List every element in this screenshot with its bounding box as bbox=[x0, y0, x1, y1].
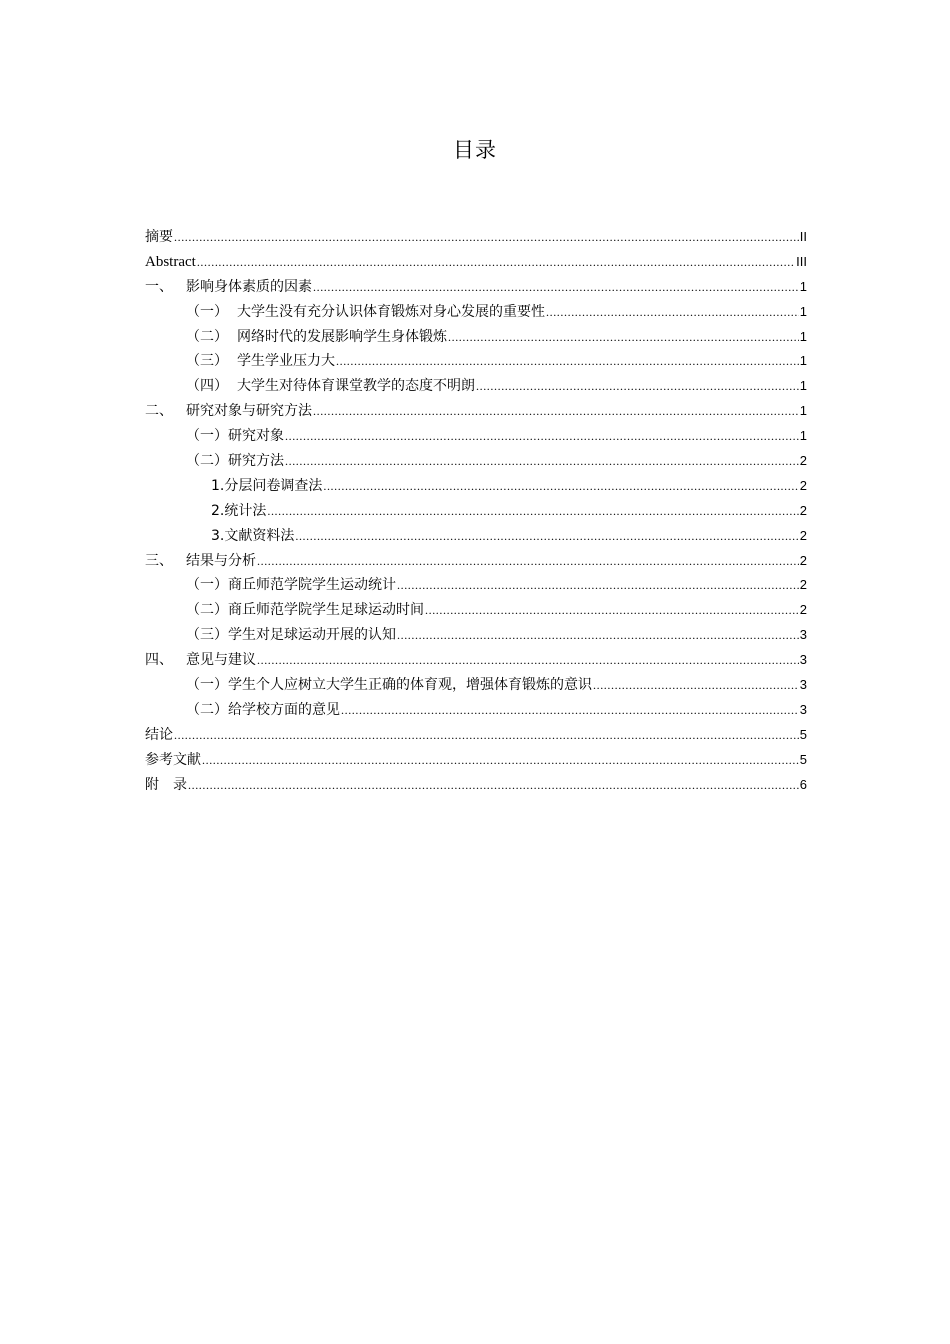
toc-entry-prefix: （二） bbox=[186, 701, 228, 718]
toc-entry[interactable] bbox=[145, 449, 807, 474]
toc-entry-label: 网络时代的发展影响学生身体锻炼 bbox=[237, 328, 447, 345]
toc-dot-leader bbox=[397, 573, 799, 598]
toc-page-number: 2 bbox=[799, 577, 807, 593]
toc-entry-prefix: 四、 bbox=[145, 652, 173, 669]
toc-page-number: 5 bbox=[799, 751, 807, 767]
toc-entry-prefix: （四） bbox=[186, 378, 228, 395]
toc-entry-label: 研究方法 bbox=[228, 453, 284, 470]
toc-entry[interactable] bbox=[145, 225, 807, 250]
toc-dot-leader bbox=[295, 524, 798, 549]
toc-dot-leader bbox=[188, 773, 799, 798]
toc-page-number: 3 bbox=[799, 701, 807, 717]
toc-entry[interactable] bbox=[145, 424, 807, 449]
toc-entry-label: 结论 bbox=[145, 726, 173, 743]
toc-page-number: 2 bbox=[799, 502, 807, 518]
toc-dot-leader bbox=[197, 250, 795, 275]
toc-dot-leader bbox=[448, 325, 799, 350]
toc-entry-prefix: （二） bbox=[186, 453, 228, 470]
toc-entry-prefix: 三、 bbox=[145, 552, 173, 569]
toc-page-number: 1 bbox=[799, 428, 807, 444]
toc-entry[interactable] bbox=[145, 524, 807, 549]
toc-page-number: 5 bbox=[799, 726, 807, 742]
toc-entry-label: 摘要 bbox=[145, 229, 173, 245]
toc-dot-leader bbox=[341, 698, 799, 723]
toc-entry-label: 商丘师范学院学生运动统计 bbox=[228, 577, 396, 594]
toc-dot-leader bbox=[267, 499, 798, 524]
toc-entry[interactable] bbox=[145, 399, 807, 424]
toc-page-number: 2 bbox=[799, 477, 807, 493]
toc-entry-label: 大学生没有充分认识体育锻炼对身心发展的重要性 bbox=[237, 303, 545, 320]
toc-entry[interactable] bbox=[145, 474, 807, 499]
toc-entry[interactable] bbox=[145, 648, 807, 673]
toc-dot-leader bbox=[336, 349, 799, 374]
toc-entry-prefix: 二、 bbox=[145, 403, 173, 420]
toc-page-number: 2 bbox=[799, 602, 807, 618]
table-of-contents bbox=[145, 225, 807, 797]
toc-page-number: II bbox=[799, 229, 807, 244]
toc-page-number: 1 bbox=[799, 403, 807, 419]
toc-entry[interactable] bbox=[145, 673, 807, 698]
toc-entry-label: 学生个人应树立大学生正确的体育观，增强体育锻炼的意识 bbox=[228, 677, 592, 694]
toc-dot-leader bbox=[425, 598, 799, 623]
toc-entry[interactable] bbox=[145, 598, 807, 623]
toc-dot-leader bbox=[593, 673, 799, 698]
toc-entry-prefix: （一） bbox=[186, 677, 228, 694]
toc-entry[interactable] bbox=[145, 300, 807, 325]
toc-entry-label: 学生对足球运动开展的认知 bbox=[228, 627, 396, 644]
toc-entry-label: 文献资料法 bbox=[224, 527, 295, 544]
toc-entry[interactable] bbox=[145, 573, 807, 598]
toc-entry-prefix: 一、 bbox=[145, 278, 173, 295]
toc-entry[interactable] bbox=[145, 499, 807, 524]
toc-page-number: 2 bbox=[799, 527, 807, 543]
toc-dot-leader bbox=[313, 399, 799, 424]
toc-entry-prefix: （三） bbox=[186, 627, 228, 644]
toc-dot-leader bbox=[476, 374, 799, 399]
toc-entry-label: 统计法 bbox=[224, 502, 267, 519]
toc-entry-label: 参考文献 bbox=[145, 751, 201, 768]
toc-page-number: 1 bbox=[799, 328, 807, 344]
toc-page-number: 1 bbox=[799, 303, 807, 319]
toc-entry-label: 意见与建议 bbox=[186, 652, 256, 669]
toc-dot-leader bbox=[285, 449, 799, 474]
toc-page-number: 3 bbox=[799, 652, 807, 668]
toc-entry-label: 学生学业压力大 bbox=[237, 353, 335, 370]
toc-title: 目录 bbox=[453, 138, 497, 162]
toc-dot-leader bbox=[202, 748, 799, 773]
toc-entry-prefix: （一） bbox=[186, 303, 228, 320]
toc-entry-label: 研究对象 bbox=[228, 428, 284, 445]
toc-dot-leader bbox=[174, 225, 799, 250]
toc-entry-prefix: （三） bbox=[186, 353, 228, 370]
toc-entry-prefix: 3. bbox=[211, 527, 225, 544]
toc-dot-leader bbox=[285, 424, 799, 449]
toc-page-number: 3 bbox=[799, 677, 807, 693]
toc-entry-label: Abstract bbox=[145, 253, 196, 270]
toc-page-number: 2 bbox=[799, 552, 807, 568]
toc-entry[interactable] bbox=[145, 374, 807, 399]
toc-page-number: 3 bbox=[799, 627, 807, 643]
toc-page-number: 1 bbox=[799, 378, 807, 394]
toc-entry-prefix: （一） bbox=[186, 428, 228, 445]
toc-entry[interactable] bbox=[145, 250, 807, 275]
toc-dot-leader bbox=[397, 623, 799, 648]
toc-entry-prefix: （二） bbox=[186, 328, 228, 345]
toc-entry-label: 结果与分析 bbox=[186, 552, 256, 569]
toc-dot-leader bbox=[174, 723, 799, 748]
toc-entry[interactable] bbox=[145, 549, 807, 574]
toc-entry-prefix: （一） bbox=[186, 577, 228, 594]
toc-entry[interactable] bbox=[145, 275, 807, 300]
toc-page-number: 1 bbox=[799, 278, 807, 294]
toc-page-number: III bbox=[796, 253, 807, 269]
toc-entry-label: 商丘师范学院学生足球运动时间 bbox=[228, 602, 424, 619]
toc-entry-label: 给学校方面的意见 bbox=[228, 701, 340, 718]
toc-entry-prefix: 1. bbox=[211, 477, 225, 494]
toc-entry-prefix: 2. bbox=[211, 502, 225, 519]
toc-dot-leader bbox=[257, 549, 799, 574]
toc-entry[interactable] bbox=[145, 349, 807, 374]
toc-entry[interactable] bbox=[145, 748, 807, 773]
toc-entry-label: 大学生对待体育课堂教学的态度不明朗 bbox=[237, 378, 475, 395]
toc-entry[interactable] bbox=[145, 325, 807, 350]
toc-page-number: 2 bbox=[799, 453, 807, 469]
toc-page-number: 6 bbox=[799, 776, 807, 792]
toc-entry-label: 分层问卷调查法 bbox=[224, 477, 323, 494]
toc-entry-prefix: （二） bbox=[186, 602, 228, 619]
toc-entry[interactable] bbox=[145, 623, 807, 648]
toc-entry-label: 附 录 bbox=[145, 776, 187, 793]
toc-page-number: 1 bbox=[799, 353, 807, 369]
toc-dot-leader bbox=[323, 474, 798, 499]
toc-dot-leader bbox=[257, 648, 799, 673]
toc-entry[interactable] bbox=[145, 773, 807, 798]
toc-dot-leader bbox=[313, 275, 799, 300]
toc-entry-label: 研究对象与研究方法 bbox=[186, 403, 312, 420]
toc-entry[interactable] bbox=[145, 723, 807, 748]
toc-dot-leader bbox=[546, 300, 799, 325]
toc-entry[interactable] bbox=[145, 698, 807, 723]
toc-entry-label: 影响身体素质的因素 bbox=[186, 278, 312, 295]
